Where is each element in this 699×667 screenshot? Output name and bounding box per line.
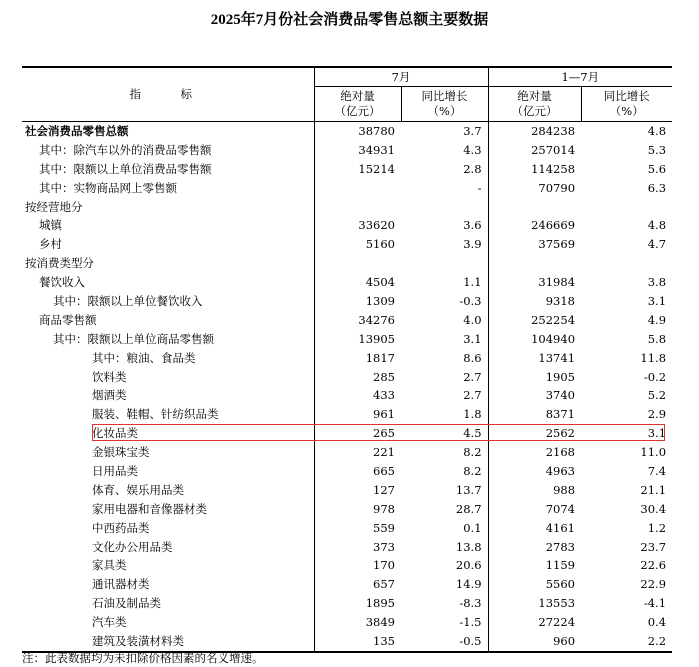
- july-yoy-value: 2.8: [401, 160, 488, 179]
- july-abs-value: 433: [373, 388, 395, 403]
- ytd-yoy-value: 2.2: [581, 632, 672, 652]
- ytd-yoy-value: 22.6: [640, 558, 667, 573]
- july-abs-value: [314, 198, 401, 217]
- table-row: [22, 349, 672, 368]
- ytd-abs-value: 4963: [545, 463, 576, 478]
- table-row: [22, 292, 672, 311]
- july-abs-value: 373: [373, 539, 395, 554]
- july-yoy-value: 1.1: [401, 273, 488, 292]
- ytd-abs-value: 104940: [531, 331, 576, 346]
- ytd-yoy-value: 23.7: [640, 539, 667, 554]
- ytd-yoy-value: 5.8: [647, 331, 667, 346]
- july-abs-value: 33620: [358, 218, 395, 233]
- ytd-abs-value: 37569: [538, 237, 576, 252]
- ytd-yoy-value: [581, 254, 672, 273]
- july-abs-value: 978: [373, 501, 395, 516]
- table-row: [22, 538, 672, 557]
- table-row: [22, 122, 672, 141]
- table-row: [22, 160, 672, 179]
- table-row: [22, 405, 672, 424]
- july-abs-value: 127: [373, 482, 395, 497]
- ytd-abs-label: 绝对量: [517, 89, 552, 103]
- table-row: [22, 500, 672, 519]
- ytd-yoy-value: 30.4: [640, 501, 667, 516]
- ytd-abs-value: 284238: [531, 123, 576, 138]
- july-yoy-value: 13.8: [401, 538, 488, 557]
- table-row: [22, 216, 672, 235]
- july-yoy-value: -1.5: [401, 613, 488, 632]
- ytd-yoy-value: 7.4: [647, 463, 667, 478]
- ytd-abs-value: 960: [488, 632, 581, 652]
- ytd-yoy-value: 6.3: [647, 180, 667, 195]
- table-row: [22, 462, 672, 481]
- july-yoy-value: [401, 198, 488, 217]
- table-row: [22, 368, 672, 387]
- row-label: 其中：实物商品网上零售额: [22, 179, 314, 198]
- retail-sales-table: [22, 66, 672, 653]
- july-yoy-value: 3.9: [401, 235, 488, 254]
- july-yoy-value: 4.0: [401, 311, 488, 330]
- ytd-yoy-value: 5.3: [647, 142, 667, 157]
- table-row: [22, 198, 672, 217]
- table-row: [22, 179, 672, 198]
- july-yoy-value: 3.7: [401, 122, 488, 141]
- footnote: 注：此表数据均为未扣除价格因素的名义增速。: [22, 651, 264, 665]
- row-label: 汽车类: [22, 613, 314, 632]
- ytd-yoy-value: 1.2: [647, 520, 667, 535]
- row-label: 石油及制品类: [22, 594, 314, 613]
- july-yoy-header: [401, 87, 488, 122]
- row-label: 文化办公用品类: [22, 538, 314, 557]
- july-abs-value: 559: [373, 520, 395, 535]
- ytd-abs-value: 5560: [545, 577, 576, 592]
- july-yoy-value: -0.3: [401, 292, 488, 311]
- july-abs-value: [314, 179, 401, 198]
- july-abs-value: 38780: [358, 123, 395, 138]
- ytd-abs-value: 7074: [545, 501, 576, 516]
- july-abs-value: 3849: [365, 615, 395, 630]
- july-abs-value: 961: [373, 407, 395, 422]
- table-row: [22, 613, 672, 632]
- row-label: 其中：限额以上单位商品零售额: [22, 330, 314, 349]
- july-abs-value: 1309: [365, 293, 395, 308]
- july-abs-value: 15214: [358, 161, 395, 176]
- july-abs-value: 13905: [358, 331, 395, 346]
- ytd-abs-value: 257014: [531, 142, 576, 157]
- ytd-abs-value: 13741: [538, 350, 576, 365]
- july-abs-header: [314, 87, 401, 122]
- july-abs-value: 265: [373, 426, 395, 441]
- ytd-yoy-unit: （%）: [609, 104, 644, 118]
- row-label: 体育、娱乐用品类: [22, 481, 314, 500]
- ytd-yoy-value: -4.1: [643, 596, 667, 611]
- row-label: 城镇: [22, 216, 314, 235]
- ytd-abs-value: 3740: [545, 388, 576, 403]
- page-title: 2025年7月份社会消费品零售总额主要数据: [210, 12, 489, 28]
- july-yoy-value: 20.6: [401, 556, 488, 575]
- ytd-abs-value: 114258: [531, 161, 576, 176]
- row-label: 其中：粮油、食品类: [22, 349, 314, 368]
- ytd-abs-value: 1905: [545, 369, 576, 384]
- table-row: [22, 594, 672, 613]
- ytd-yoy-value: 5.2: [647, 388, 667, 403]
- table-row: [22, 424, 672, 443]
- july-group-header: 7月: [314, 67, 488, 87]
- row-label: 乡村: [22, 235, 314, 254]
- ytd-yoy-value: 21.1: [640, 482, 667, 497]
- july-yoy-value: 8.6: [401, 349, 488, 368]
- ytd-abs-value: [488, 254, 581, 273]
- july-yoy-label: 同比增长: [421, 89, 468, 103]
- ytd-abs-value: 31984: [538, 275, 576, 290]
- row-label: 按经营地分: [22, 198, 314, 217]
- ytd-abs-value: [488, 198, 581, 217]
- july-yoy-value: 4.5: [401, 424, 488, 443]
- july-yoy-value: -: [401, 179, 488, 198]
- row-label: 建筑及装潢材料类: [22, 632, 314, 652]
- ytd-abs-value: 1159: [545, 558, 576, 573]
- july-yoy-value: 14.9: [401, 575, 488, 594]
- july-abs-value: 1817: [365, 350, 395, 365]
- july-abs-value: [314, 254, 401, 273]
- row-label: 烟酒类: [22, 386, 314, 405]
- july-yoy-value: 8.2: [401, 443, 488, 462]
- row-label: 社会消费品零售总额: [22, 122, 314, 141]
- ytd-yoy-value: 3.1: [647, 426, 667, 441]
- row-label: 家具类: [22, 556, 314, 575]
- row-label: 家用电器和音像器材类: [22, 500, 314, 519]
- ytd-yoy-header: [581, 87, 672, 122]
- july-abs-unit: （亿元）: [334, 104, 381, 118]
- july-abs-value: 657: [373, 577, 395, 592]
- july-yoy-value: -0.5: [401, 632, 488, 652]
- ytd-yoy-value: 0.4: [647, 615, 667, 630]
- july-abs-value: 34931: [358, 142, 395, 157]
- july-abs-value: 221: [373, 445, 395, 460]
- july-yoy-value: 2.7: [401, 368, 488, 387]
- july-abs-value: 170: [373, 558, 395, 573]
- ytd-yoy-value: 5.6: [647, 161, 667, 176]
- july-abs-value: 285: [373, 369, 395, 384]
- ytd-yoy-value: 4.8: [647, 218, 667, 233]
- july-yoy-unit: （%）: [427, 104, 462, 118]
- july-yoy-value: 8.2: [401, 462, 488, 481]
- july-yoy-value: [401, 254, 488, 273]
- ytd-yoy-value: 22.9: [640, 577, 667, 592]
- row-label: 日用品类: [22, 462, 314, 481]
- ytd-yoy-value: [581, 198, 672, 217]
- ytd-yoy-value: -0.2: [643, 369, 667, 384]
- ytd-abs-unit: （亿元）: [511, 104, 558, 118]
- ytd-abs-header: [488, 87, 581, 122]
- table-row: [22, 632, 672, 652]
- table-row: [22, 519, 672, 538]
- ytd-yoy-label: 同比增长: [603, 89, 650, 103]
- july-yoy-value: 1.8: [401, 405, 488, 424]
- ytd-abs-value: 9318: [545, 293, 576, 308]
- row-label: 按消费类型分: [22, 254, 314, 273]
- table-row: [22, 443, 672, 462]
- ytd-yoy-value: 11.8: [640, 350, 667, 365]
- ytd-abs-value: 246669: [531, 218, 576, 233]
- july-abs-value: 135: [314, 632, 401, 652]
- ytd-yoy-value: 4.9: [647, 312, 667, 327]
- july-abs-value: 34276: [358, 312, 395, 327]
- july-yoy-value: 0.1: [401, 519, 488, 538]
- july-abs-value: 5160: [365, 237, 395, 252]
- table-row: [22, 235, 672, 254]
- row-label: 化妆品类: [22, 424, 314, 443]
- table-body: [22, 122, 672, 652]
- ytd-abs-value: 252254: [531, 312, 576, 327]
- table-row: [22, 254, 672, 273]
- ytd-abs-value: 2168: [545, 445, 576, 460]
- indicator-header: 指 标: [22, 67, 314, 122]
- ytd-abs-value: 2783: [545, 539, 576, 554]
- ytd-abs-value: 988: [553, 482, 576, 497]
- row-label: 其中：限额以上单位消费品零售额: [22, 160, 314, 179]
- row-label: 其中：除汽车以外的消费品零售额: [22, 141, 314, 160]
- july-abs-label: 绝对量: [340, 89, 375, 103]
- table-row: [22, 141, 672, 160]
- ytd-abs-value: 2562: [545, 426, 576, 441]
- july-yoy-value: 2.7: [401, 386, 488, 405]
- july-yoy-value: 28.7: [401, 500, 488, 519]
- table-row: [22, 273, 672, 292]
- table-row: [22, 330, 672, 349]
- july-yoy-value: 3.1: [401, 330, 488, 349]
- ytd-yoy-value: 3.1: [647, 293, 667, 308]
- ytd-abs-value: 27224: [538, 615, 576, 630]
- july-abs-value: 1895: [365, 596, 395, 611]
- table-row: [22, 386, 672, 405]
- row-label: 饮料类: [22, 368, 314, 387]
- ytd-abs-value: 13553: [538, 596, 576, 611]
- jan-jul-group-header: 1—7月: [488, 67, 672, 87]
- row-label: 其中：限额以上单位餐饮收入: [22, 292, 314, 311]
- row-label: 餐饮收入: [22, 273, 314, 292]
- row-label: 服装、鞋帽、针纺织品类: [22, 405, 314, 424]
- table-row: [22, 311, 672, 330]
- table-row: [22, 556, 672, 575]
- ytd-yoy-value: 4.7: [647, 237, 667, 252]
- row-label: 商品零售额: [22, 311, 314, 330]
- ytd-yoy-value: 4.8: [647, 123, 667, 138]
- july-yoy-value: -8.3: [401, 594, 488, 613]
- july-abs-value: 4504: [365, 275, 395, 290]
- table-row: [22, 575, 672, 594]
- ytd-yoy-value: 3.8: [647, 275, 667, 290]
- ytd-yoy-value: 11.0: [640, 445, 667, 460]
- table-row: [22, 481, 672, 500]
- july-yoy-value: 4.3: [401, 141, 488, 160]
- ytd-abs-value: 70790: [538, 180, 576, 195]
- row-label: 金银珠宝类: [22, 443, 314, 462]
- july-yoy-value: 13.7: [401, 481, 488, 500]
- row-label: 中西药品类: [22, 519, 314, 538]
- july-yoy-value: 3.6: [401, 216, 488, 235]
- ytd-abs-value: 4161: [545, 520, 576, 535]
- row-label: 通讯器材类: [22, 575, 314, 594]
- ytd-yoy-value: 2.9: [647, 407, 667, 422]
- july-abs-value: 665: [373, 463, 395, 478]
- ytd-abs-value: 8371: [545, 407, 576, 422]
